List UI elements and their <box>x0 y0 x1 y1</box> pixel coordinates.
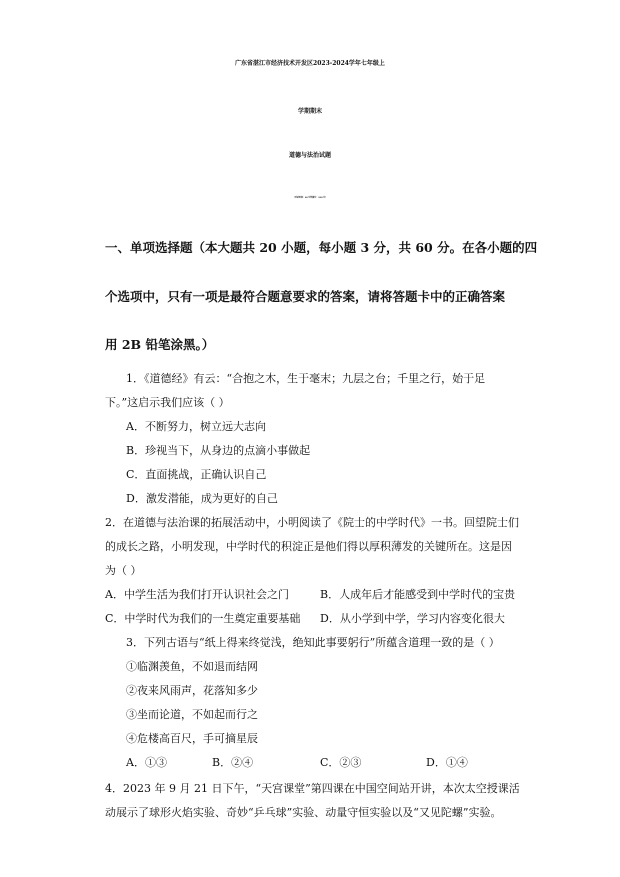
q3-stem: 3．下列古语与“纸上得来终觉浅，绝知此事要躬行”所蕴含道理一致的是（ ） <box>126 636 500 649</box>
q2-stem-line2: 的成长之路，小明发现，中学时代的积淀正是他们得以厚积薄发的关键所在。这是因 <box>105 540 512 553</box>
exam-info: （考试时间：60 分钟满分：100 分） <box>292 197 328 199</box>
section-instructions-line2: 个选项中，只有一项是最符合题意要求的答案，请将答题卡中的正确答案 <box>105 289 506 304</box>
q2-option-d: D．从小学到中学，学习内容变化很大 <box>320 612 505 625</box>
q3-item-4: ④危楼高百尺，手可摘星辰 <box>126 732 258 745</box>
q2-stem-line1: 2．在道德与法治课的拓展活动中，小明阅读了《院士的中学时代》一书。回望院士们 <box>105 516 519 529</box>
page-title-line1: 广东省湛江市经济技术开发区2023-2024学年七年级上 <box>235 60 385 67</box>
q1-option-c: C．直面挑战，正确认识自己 <box>126 468 267 481</box>
q2-option-b: B．人成年后才能感受到中学时代的宝贵 <box>320 588 516 601</box>
q1-stem-line1: 1．《道德经》有云：“合抱之木，生于毫末；九层之台；千里之行，始于足 <box>126 372 486 385</box>
q2-stem-line3: 为（ ） <box>105 564 142 577</box>
q1-option-b: B．珍视当下，从身边的点滴小事做起 <box>126 444 311 457</box>
page-title-line2: 学期期末 <box>297 108 322 115</box>
q1-option-a: A．不断努力，树立远大志向 <box>126 420 266 433</box>
q4-stem-line2: 动展示了球形火焰实验、奇妙“乒乓球”实验、动量守恒实验以及“又见陀螺”实验。 <box>105 806 502 819</box>
q1-stem-line2: 下。”这启示我们应该（ ） <box>105 396 230 409</box>
q3-item-2: ②夜来风雨声，花落知多少 <box>126 684 258 697</box>
q3-option-c: C．②③ <box>320 756 362 769</box>
q2-option-a: A．中学生活为我们打开认识社会之门 <box>105 588 289 601</box>
q2-option-c: C．中学时代为我们的一生奠定重要基础 <box>105 612 301 625</box>
section-instructions-line1: 一、单项选择题（本大题共 20 小题，每小题 3 分，共 60 分。在各小题的四 <box>105 240 538 255</box>
q3-option-b: B．②④ <box>212 756 254 769</box>
q3-item-3: ③坐而论道，不如起而行之 <box>126 708 258 721</box>
q3-item-1: ①临渊羡鱼，不如退而结网 <box>126 660 258 673</box>
q3-option-a: A．①③ <box>126 756 167 769</box>
section-instructions-line3: 用 2B 铅笔涂黑。） <box>105 337 215 352</box>
q4-stem-line1: 4．2023 年 9 月 21 日下午，“天宫课堂”第四课在中国空间站开讲，本次太空授课活 <box>105 782 520 795</box>
q1-option-d: D．激发潜能，成为更好的自己 <box>126 492 278 505</box>
q3-option-d: D．①④ <box>426 756 468 769</box>
subject-title: 道德与法治试题 <box>288 152 331 159</box>
